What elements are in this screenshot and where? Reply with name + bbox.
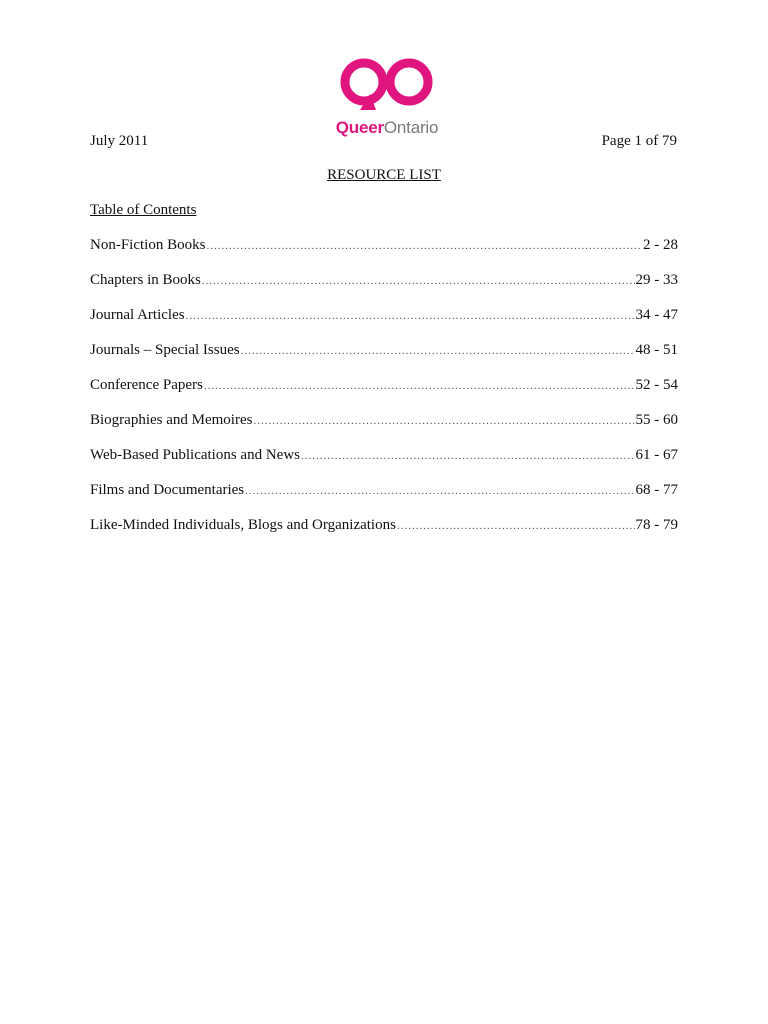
toc-dot-leader	[301, 450, 635, 462]
toc-dot-leader	[397, 520, 635, 532]
table-of-contents	[90, 237, 678, 552]
toc-entry-pages: 68 - 77	[635, 482, 678, 498]
toc-dot-leader	[206, 240, 642, 252]
logo-wordmark	[326, 118, 448, 138]
header-page-number: Page 1 of 79	[601, 133, 677, 149]
header-date: July 2011	[90, 133, 149, 149]
toc-dot-leader	[241, 345, 635, 357]
toc-entry-label: Non-Fiction Books	[90, 237, 206, 253]
document-title	[0, 167, 768, 184]
document-title-text: RESOURCE LIST	[327, 167, 441, 183]
toc-entry-label: Web-Based Publications and News	[90, 447, 300, 463]
logo-wordmark-ontario: Ontario	[383, 118, 439, 137]
toc-entry-films-and-documentaries[interactable]	[90, 482, 678, 517]
toc-dot-leader	[204, 380, 635, 392]
toc-entry-pages: 55 - 60	[635, 412, 678, 428]
toc-entry-pages: 61 - 67	[635, 447, 678, 463]
toc-entry-pages: 29 - 33	[635, 272, 678, 288]
toc-entry-label: Journal Articles	[90, 307, 185, 323]
toc-entry-label: Conference Papers	[90, 377, 203, 393]
toc-entry-label: Biographies and Memoires	[90, 412, 253, 428]
toc-dot-leader	[202, 275, 635, 287]
toc-entry-pages: 48 - 51	[635, 342, 678, 358]
toc-entry-chapters-in-books[interactable]	[90, 272, 678, 307]
toc-entry-non-fiction-books[interactable]	[90, 237, 678, 272]
toc-entry-web-based-publications[interactable]	[90, 447, 678, 482]
queer-ontario-logo	[326, 54, 448, 142]
toc-entry-pages: 34 - 47	[635, 307, 678, 323]
toc-entry-like-minded-individuals[interactable]	[90, 517, 678, 552]
toc-entry-biographies-and-memoires[interactable]	[90, 412, 678, 447]
toc-dot-leader	[253, 415, 634, 427]
toc-dot-leader	[186, 310, 635, 322]
toc-entry-pages: 78 - 79	[635, 517, 678, 533]
toc-entry-label: Journals – Special Issues	[90, 342, 240, 358]
toc-entry-conference-papers[interactable]	[90, 377, 678, 412]
logo-wordmark-queer: Queer	[335, 118, 384, 137]
toc-entry-journal-articles[interactable]	[90, 307, 678, 342]
toc-entry-label: Chapters in Books	[90, 272, 201, 288]
qo-monogram-icon	[326, 54, 448, 118]
toc-heading: Table of Contents	[90, 202, 197, 218]
toc-entry-label: Like-Minded Individuals, Blogs and Organizations	[90, 517, 396, 533]
toc-dot-leader	[245, 485, 634, 497]
toc-entry-journals-special-issues[interactable]	[90, 342, 678, 377]
toc-entry-pages: 2 - 28	[643, 237, 678, 253]
toc-entry-label: Films and Documentaries	[90, 482, 245, 498]
toc-entry-pages: 52 - 54	[635, 377, 678, 393]
